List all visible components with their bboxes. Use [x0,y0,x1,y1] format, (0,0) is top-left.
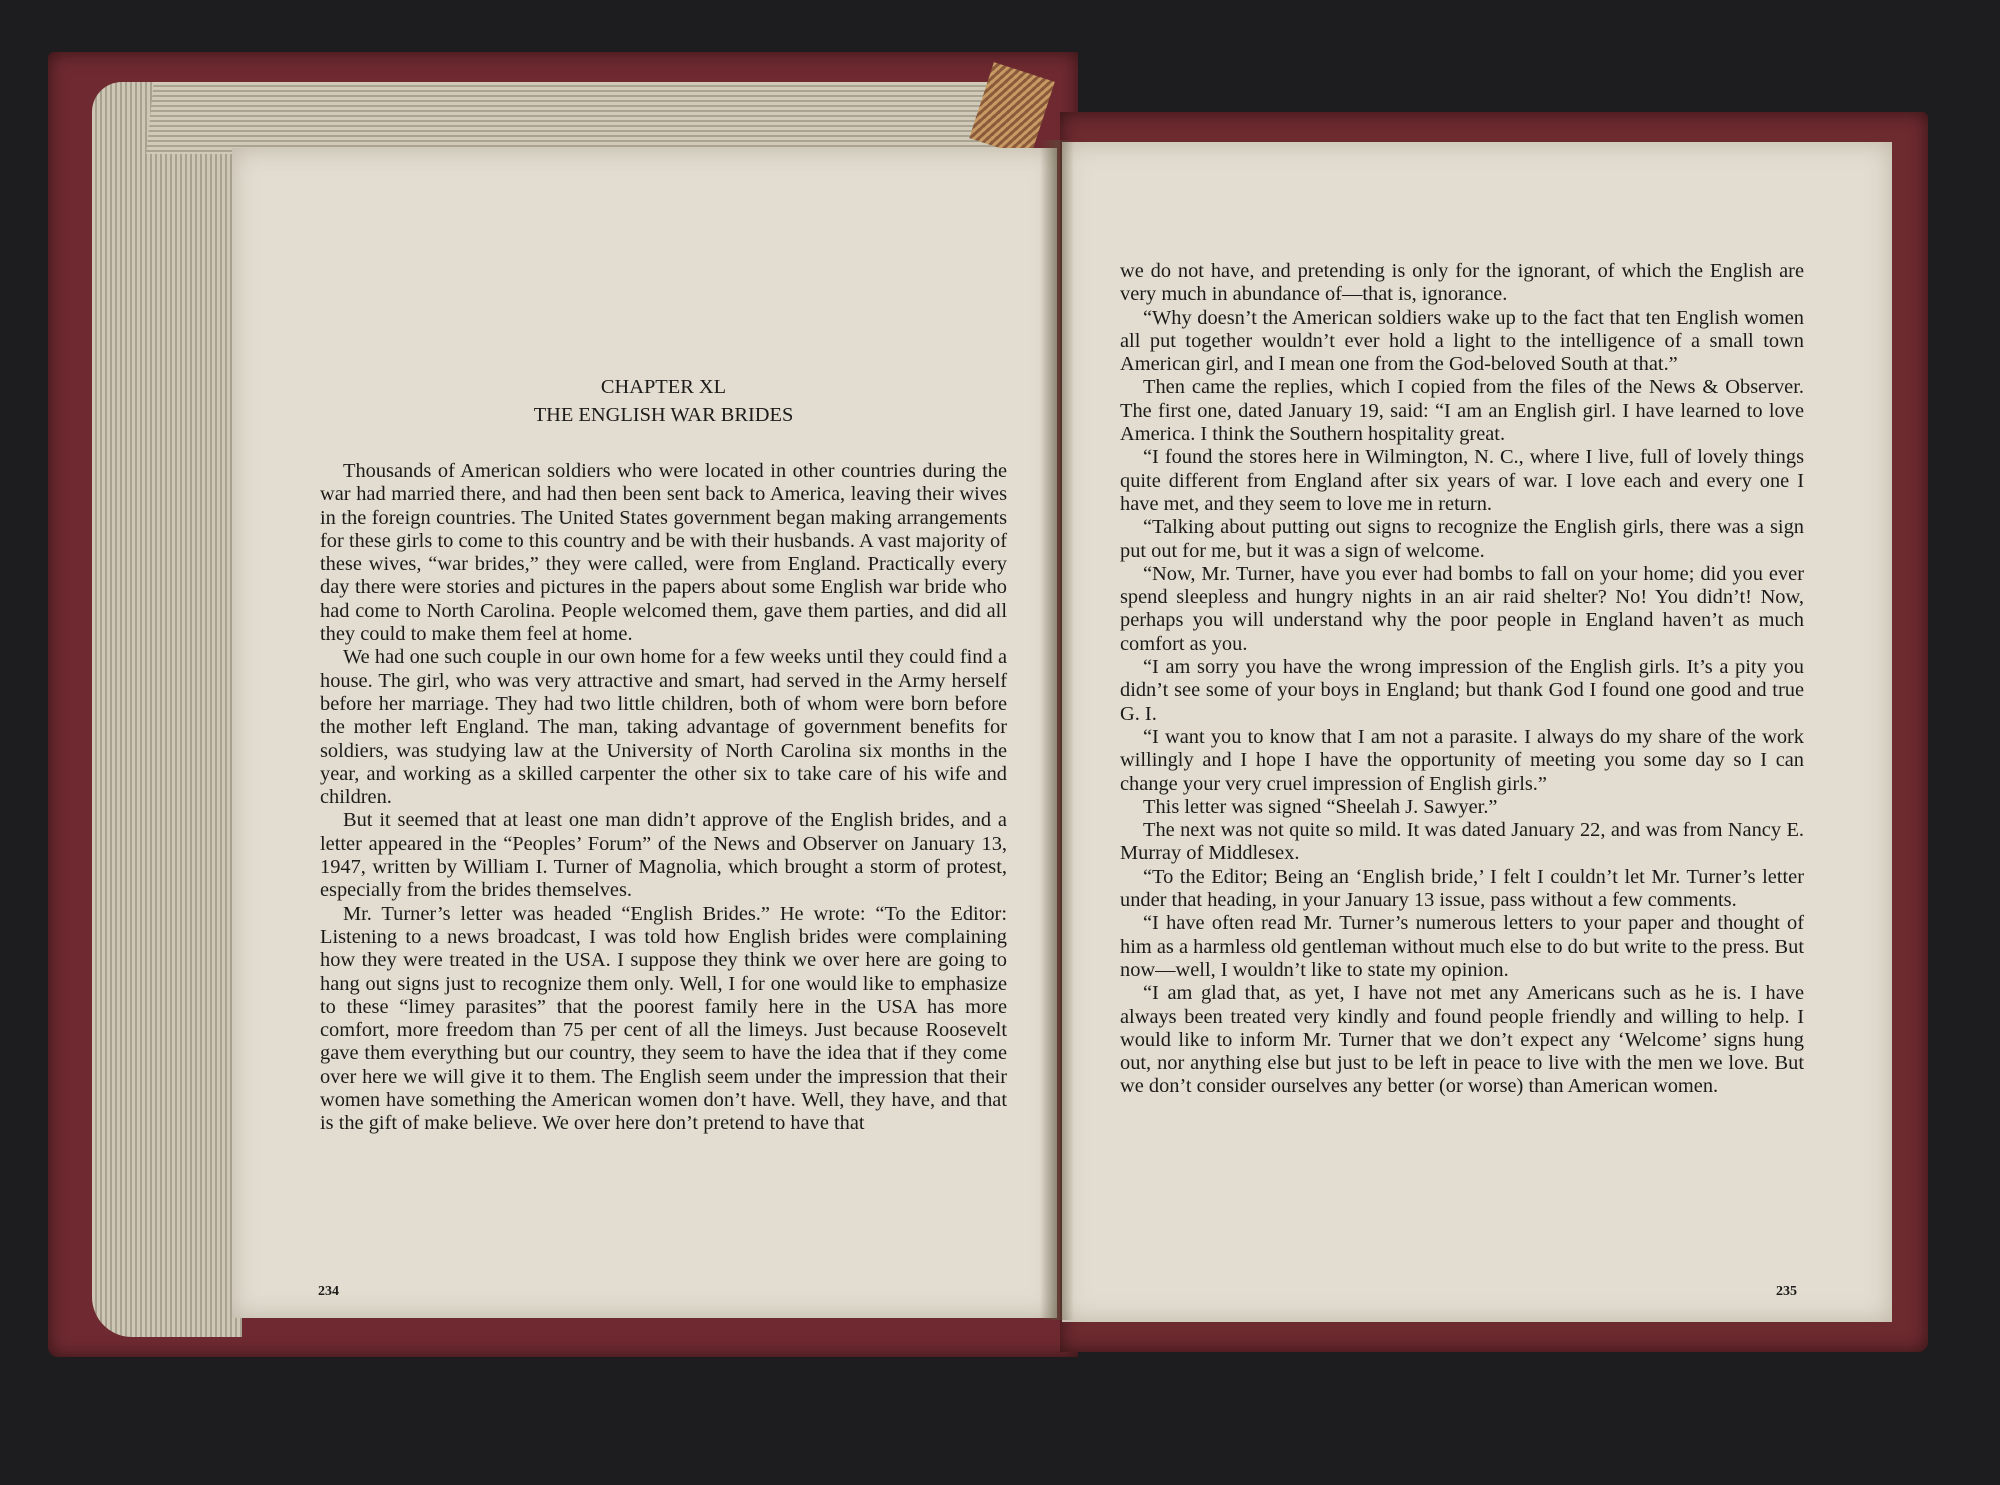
chapter-number: CHAPTER XL [600,376,727,398]
paragraph: This letter was signed “Sheelah J. Sawyer.” [1143,795,1498,818]
paragraph: “Why doesn’t the American soldiers wake up to the fact that ten English women all put together wouldn’t ever hold a light to the intelligence of a small town American girl, and I mean one from the God-beloved South at that.” [1120,306,1804,376]
paragraph: “Now, Mr. Turner, have you ever had bombs to fall on your home; did you ever spend sleepless and hungry nights in an air raid shelter? No! You didn’t! Now, perhaps you will understand why the poor people in England haven’t as much comfort as you. [1120,562,1804,655]
page-number-right: 235 [1776,1284,1797,1299]
paragraph: “To the Editor; Being an ‘English bride,’ I felt I couldn’t let Mr. Turner’s letter under that heading, in your January 13 issue, pass without a few comments. [1120,865,1804,912]
paragraph: The next was not quite so mild. It was dated January 22, and was from Nancy E. Murray of Middlesex. [1120,819,1804,865]
left-page-body [320,460,1007,1136]
right-page-body [1120,260,1804,1099]
paragraph: Thousands of American soldiers who were located in other countries during the war had married there, and had then been sent back to America, leaving their wives in the foreign countries. The United States government began making arrangements for these girls to come to this country and be with their husbands. A vast majority of these wives, “war brides,” they were called, were from England. Practically every day there were stories and pictures in the papers about some English war bride who had come to North Carolina. People welcomed them, gave them parties, and did all they could to make them feel at home. [320,460,1007,646]
chapter-title: THE ENGLISH WAR BRIDES [533,404,794,426]
chapter-heading [320,373,1007,429]
paragraph: “I found the stores here in Wilmington, N. C., where I live, full of lovely things quite different from England after six years of war. I love each and every one I have met, and they seem to love me in return. [1120,446,1804,515]
page-edges-top [146,82,1034,154]
paragraph: Mr. Turner’s letter was headed “English Brides.” He wrote: “To the Editor: Listening to a news broadcast, I was told how English brides were complaining how they were treated in the USA. I suppose they think we over here are going to hang out signs just to recognize them only. Well, I for one would like to emphasize to these “limey parasites” that the poorest family here in the USA has more comfort, more freedom than 75 per cent of all the limeys. Just because Roosevelt gave them everything but our country, they seem to have the idea that if they come over here we will give it to them. The English seem under the impression that their women have something the American women don’t have. Well, they have, and that is the gift of make believe. We over here don’t pretend to have that [320,902,1007,1135]
paragraph: “Talking about putting out signs to recognize the English girls, there was a sign put out for me, but it was a sign of welcome. [1120,516,1804,562]
paragraph: we do not have, and pretending is only for the ignorant, of which the English are very much in abundance of—that is, ignorance. [1120,260,1804,306]
paragraph: We had one such couple in our own home for a few weeks until they could find a house. The girl, who was very attractive and smart, had served in the Army herself before her marriage. They had two little children, both of whom were born before the mother left England. The man, taking advantage of government benefits for soldiers, was studying law at the University of North Carolina six months in the year, and working as a skilled carpenter the other six to take care of his wife and children. [320,646,1007,809]
paragraph: “I want you to know that I am not a parasite. I always do my share of the work willingly and I hope I have the opportunity of meeting you some day so I can change your very cruel impression of English girls.” [1120,725,1804,795]
paragraph: But it seemed that at least one man didn’t approve of the English brides, and a letter appeared in the “Peoples’ Forum” of the News and Observer on January 13, 1947, written by William I. Turner of Magnolia, which brought a storm of protest, especially from the brides themselves. [320,809,1007,902]
page-number-left: 234 [318,1284,339,1299]
page-edges-side [92,82,242,1337]
paragraph: Then came the replies, which I copied from the files of the News & Observer. The first one, dated January 19, said: “I am an English girl. I have learned to love America. I think the Southern hospitality great. [1120,376,1804,446]
paragraph: “I am sorry you have the wrong impression of the English girls. It’s a pity you didn’t see some of your boys in England; but thank God I found one good and true G. I. [1120,656,1804,725]
book-gutter [1040,140,1074,1320]
paragraph: “I am glad that, as yet, I have not met any Americans such as he is. I have always been treated very kindly and found people friendly and willing to help. I would like to inform Mr. Turner that we don’t expect any ‘Welcome’ signs hung out, nor anything else but just to be left in peace to live with the men we love. But we don’t consider ourselves any better (or worse) than American women. [1120,982,1804,1098]
paragraph: “I have often read Mr. Turner’s numerous letters to your paper and thought of him as a harmless old gentleman without much else to do but write to the press. But now—well, I wouldn’t like to state my opinion. [1120,912,1804,981]
